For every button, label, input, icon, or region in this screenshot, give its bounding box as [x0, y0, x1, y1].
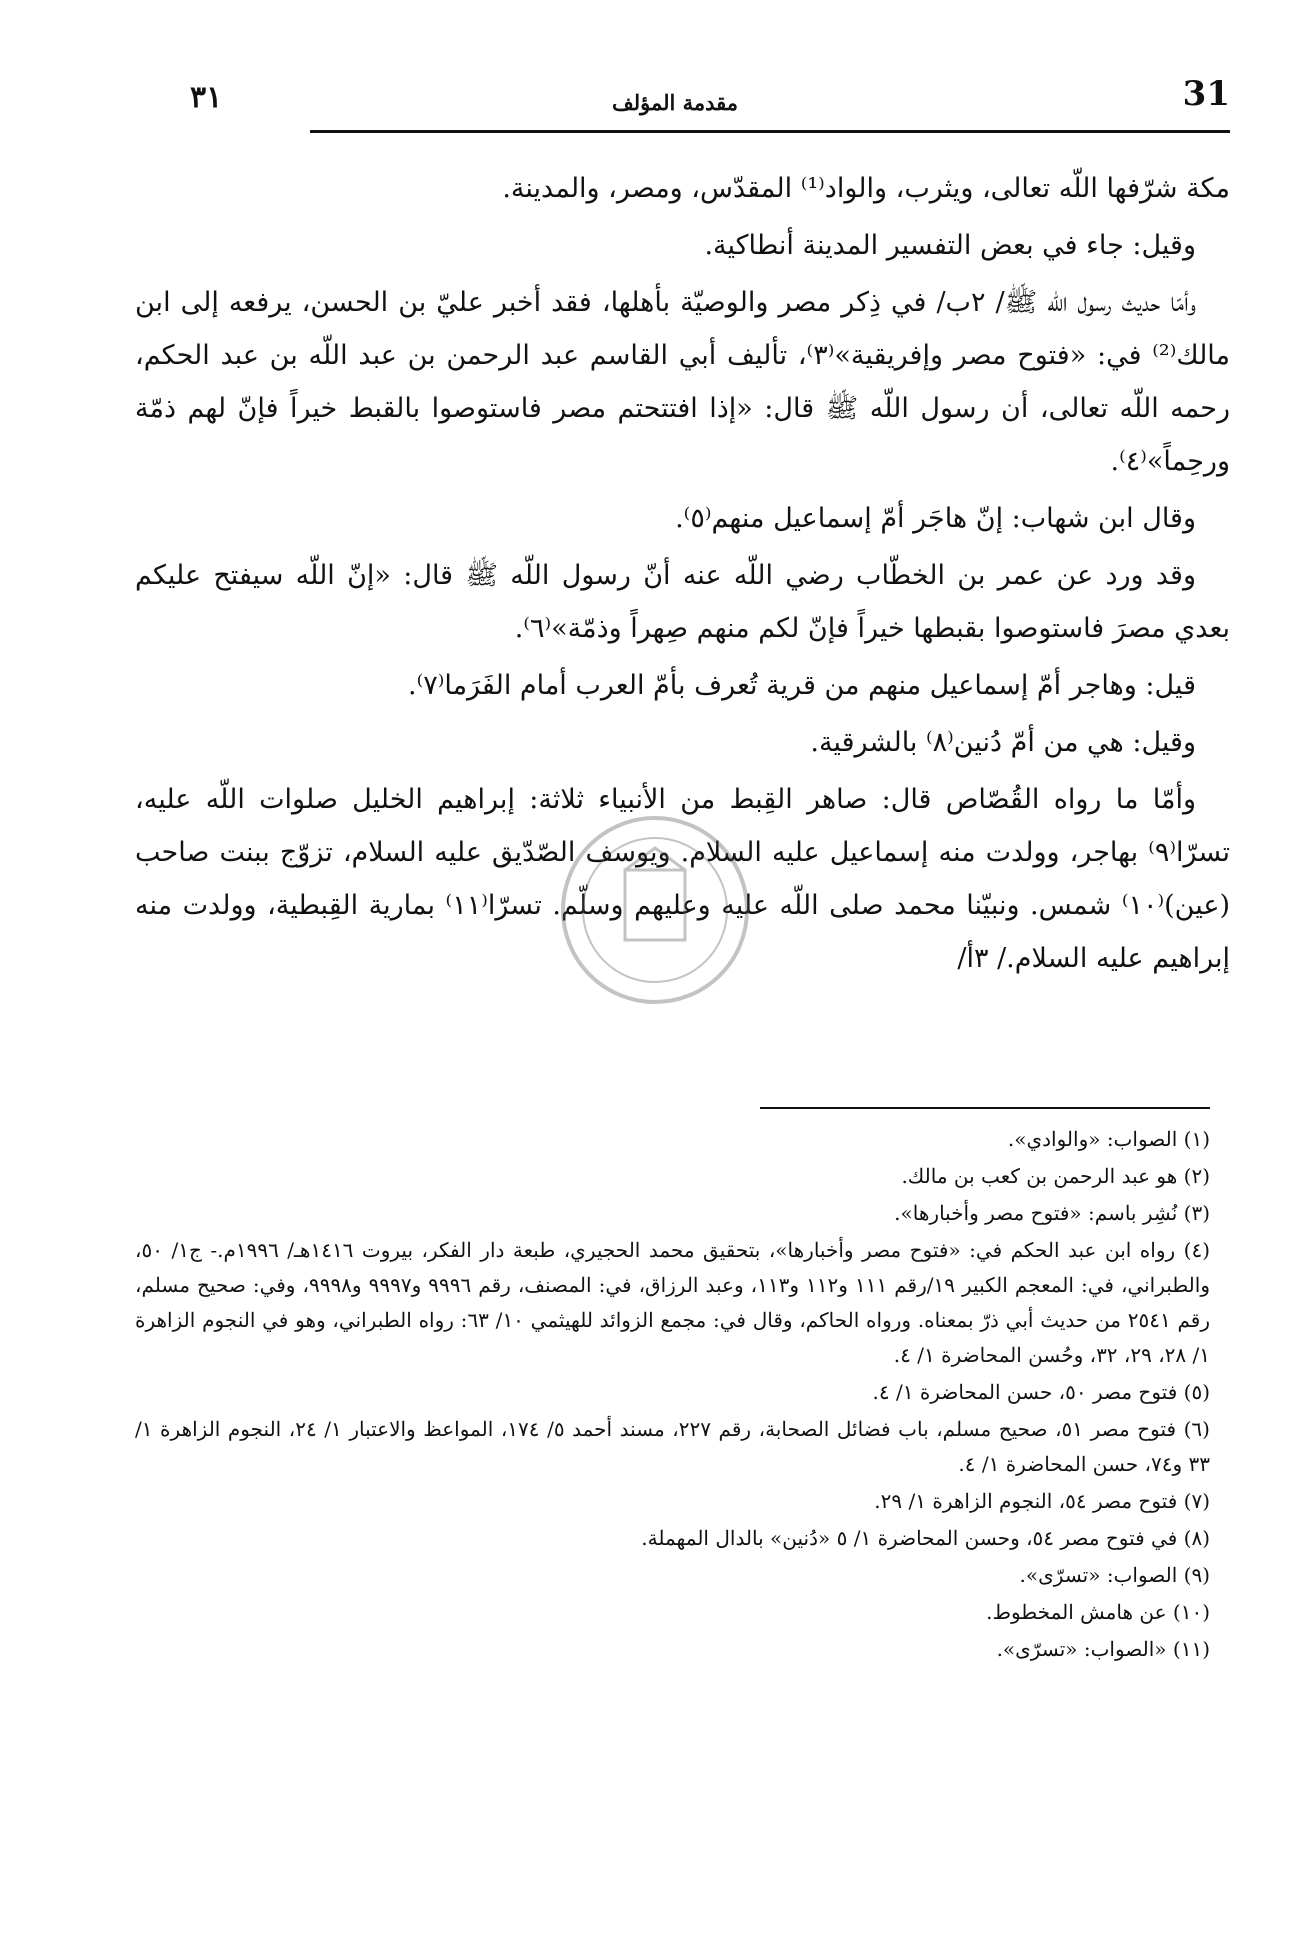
page-header — [120, 74, 1230, 150]
footnote: (١٠) عن هامش المخطوط. — [986, 1600, 1210, 1624]
footnote: (٣) نُشِر باسم: «فتوح مصر وأخبارها». — [894, 1201, 1210, 1225]
page-number-arabic: ٣١ — [190, 80, 223, 115]
paragraph: وقيل: هي من أمّ دُنين⁽٨⁾ بالشرقية. — [810, 727, 1196, 758]
library-stamp-icon — [555, 810, 755, 1010]
paragraph: وأمّا حديث رسول اللّه ﷺ/ ٢ب/ في ذِكر مصر والوصيّة بأهلها، فقد أخبر عليّ بن الحسن، يرفعه إلى ابن مالك⁽²⁾ في: «فتوح مصر وإفريقية»⁽٣⁾، تأليف أبي القاسم عبد الرحمن بن عبد اللّه بن عبد الحكم، رحمه اللّه تعالى، أن رسول اللّه ﷺ قال: «إذا افتتحتم مصر فاستوصوا بالقبط خيراً فإنّ لهم ذمّة ورحِماً»⁽٤⁾. — [135, 287, 1230, 477]
paragraph: وقد ورد عن عمر بن الخطّاب رضي اللّه عنه أنّ رسول اللّه ﷺ قال: «إنّ اللّه سيفتح عليكم بعدي مصرَ فاستوصوا بقبطها خيراً فإنّ لكم منهم صِهراً وذمّة»⁽٦⁾. — [135, 560, 1230, 644]
footnote: (٨) في فتوح مصر ٥٤، وحسن المحاضرة ١/ ٥ «دُنين» بالدال المهملة. — [641, 1526, 1210, 1550]
paragraph: مكة شرّفها اللّه تعالى، ويثرب، والواد⁽¹⁾ المقدّس، ومصر، والمدينة. — [502, 173, 1230, 204]
footnote: (٦) فتوح مصر ٥١، صحيح مسلم، باب فضائل الصحابة، رقم ٢٢٧، مسند أحمد ٥/ ١٧٤، المواعظ والاعتبار ١/ ٢٤، النجوم الزاهرة ١/ ٣٣ و٧٤، حسن المحاضرة ١/ ٤. — [135, 1417, 1210, 1476]
footnote: (٧) فتوح مصر ٥٤، النجوم الزاهرة ١/ ٢٩. — [874, 1489, 1210, 1513]
footnotes — [135, 1122, 1210, 1669]
paragraph: قيل: وهاجر أمّ إسماعيل منهم من قرية تُعرف بأمّ العرب أمام الفَرَما⁽٧⁾. — [407, 670, 1196, 701]
paragraph: وقال ابن شهاب: إنّ هاجَر أمّ إسماعيل منهم⁽٥⁾. — [675, 503, 1196, 534]
footnote: (٥) فتوح مصر ٥٠، حسن المحاضرة ١/ ٤. — [872, 1380, 1210, 1404]
paragraph: وقيل: جاء في بعض التفسير المدينة أنطاكية. — [704, 230, 1196, 261]
footnote: (٩) الصواب: «تسرّى». — [1019, 1563, 1210, 1587]
footnote: (١) الصواب: «والوادي». — [1007, 1127, 1210, 1151]
header-rule — [310, 130, 1230, 133]
page-number-latin: 31 — [1182, 74, 1230, 114]
footnote: (٢) هو عبد الرحمن بن كعب بن مالك. — [901, 1164, 1210, 1188]
paragraph: وأمّا ما رواه القُصّاص قال: صاهر القِبط من الأنبياء ثلاثة: إبراهيم الخليل صلوات اللّه عليه، تسرّا⁽٩⁾ بهاجر، وولدت منه إسماعيل عليه السلام. ويوسف الصّدّيق عليه السلام، تزوّج ببنت صاحب (عين)⁽١٠⁾ شمس. ونبيّنا محمد صلى اللّه عليه وعليهم وسلّم. تسرّا⁽١١⁾ بمارية القِبطية، وولدت منه إبراهيم عليه السلام./ ٣أ/ — [135, 784, 1230, 974]
footnote: (١١) «الصواب: «تسرّى». — [996, 1637, 1210, 1661]
running-title: مقدمة المؤلف — [611, 90, 739, 115]
footnote: (٤) رواه ابن عبد الحكم في: «فتوح مصر وأخبارها»، بتحقيق محمد الحجيري، طبعة دار الفكر، بيروت ١٤١٦هـ/ ١٩٩٦م.- ج١/ ٥٠، والطبراني، في: المعجم الكبير ١٩/رقم ١١١ و١١٢ و١١٣، وعبد الرزاق، في: المصنف، رقم ٩٩٩٦ و٩٩٩٧ و٩٩٩٨، وفي: صحيح مسلم، رقم ٢٥٤١ من حديث أبي ذرّ بمعناه. ورواه الحاكم، وقال في: مجمع الزوائد للهيثمي ١٠/ ٦٣: رواه الطبراني، وهو في النجوم الزاهرة ١/ ٢٨، ٢٩، ٣٢، وحُسن المحاضرة ١/ ٤. — [135, 1238, 1211, 1367]
footnote-separator — [760, 1107, 1210, 1109]
